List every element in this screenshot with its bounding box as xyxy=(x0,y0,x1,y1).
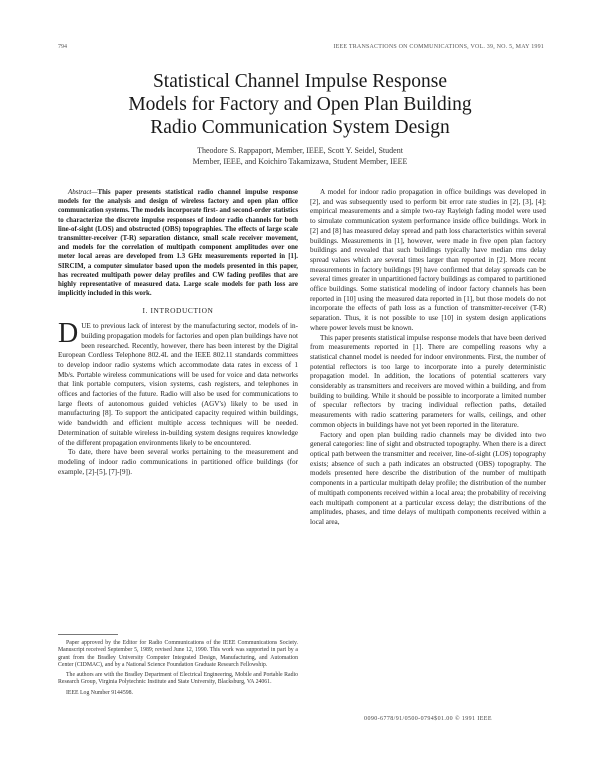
author-line: Member, IEEE, and Koichiro Takamizawa, Student Member, IEEE xyxy=(192,157,408,166)
copyright-line: 0090-6778/91/0500-0794$01.00 © 1991 IEEE xyxy=(364,716,492,722)
abstract xyxy=(58,188,298,298)
footnote-rule xyxy=(58,634,118,635)
page-number: 794 xyxy=(58,44,67,50)
paragraph: Factory and open plan building radio channels may be divided into two general categories: line of sight and obstructed topography. When there is a direct optical path between the transmitter and receiver, line-of-sight (LOS) topography exists; absence of such a path indicates an obstructed (OBS) topography. The models presented here describe the distribution of the number of multipath components in a particular multipath delay profile; the distribution of the number of multipath components received within a local area; the probability of receiving each multipath component at a particular excess delay; the distributions of the amplitudes, phases, and time delays of multipath components received within a local area, xyxy=(310,430,546,526)
drop-cap: D xyxy=(58,318,79,350)
intro-paragraph xyxy=(58,318,298,448)
paragraph: This paper presents statistical impulse response models that have been derived from measurements reported in [1]. There are compelling reasons why a statistical channel model is needed for indoor environments. First, the number of potential reflectors is too large to incorporate into a purely deterministic propagation model. In addition, the locations of potential scatterers vary considerably as transmitters and receivers are moved within a building, and from building to building. While it should be possible to incorporate a limited number of specular reflectors by tracing individual reflection paths, detailed measurements with radio scattering parameters for walls, ceilings, and other common objects in buildings have not yet been reported in the literature. xyxy=(310,333,546,429)
title-line: Statistical Channel Impulse Response xyxy=(152,71,448,92)
footnote-text: The authors are with the Bradley Department of Electrical Engineering, Mobile and Portable Radio Research Group, Virginia Polytechnic Institute and State University, Blacksburg, VA 24061. xyxy=(58,672,298,686)
paper-title xyxy=(60,70,540,139)
title-line: Models for Factory and Open Plan Building xyxy=(128,94,472,115)
right-column xyxy=(310,188,546,713)
paragraph: To date, there have been several works pertaining to the measurement and modeling of indoor radio communications in partitioned office buildings (for example, [2]-[5], [7]-[9]). xyxy=(58,448,298,476)
footnote xyxy=(58,640,298,700)
running-header xyxy=(58,44,544,54)
section-heading: I. INTRODUCTION xyxy=(142,306,214,316)
title-line: Radio Communication System Design xyxy=(150,117,450,138)
footnote-text: IEEE Log Number 9144598. xyxy=(66,689,133,696)
abstract-label: Abstract— xyxy=(68,189,98,196)
abstract-text: This paper presents statistical radio channel impulse response models for the analysis and design of wireless factory and open plan office communication systems. The models incorporate first- and second-order statistics to characterize the discrete impulse responses of indoor radio channels for both line-of-sight (LOS) and obstructed (OBS) topographies. The effects of large scale transmitter-receiver (T-R) separation distance, small scale receiver movement, and models for the correlation of multipath component amplitudes over one meter local areas are developed from 1.3 GHz measurements reported in [1]. SIRCIM, a computer simulator based upon the models presented in this paper, has recreated multipath power delay profiles and CW fading profiles that are highly representative of measured data. Large scale models for path loss are implicitly included in this work. xyxy=(58,189,298,298)
author-list xyxy=(80,145,520,167)
intro-text: UE to previous lack of interest by the manufacturing sector, models of in-building propagation models for factories and open plan buildings have not been researched. Recently, however, there has been interest by the Digital European Cordless Telephone 802.4L and the IEEE 802.11 standards committees to develop indoor radio systems which accommodate data rates in excess of 1 Mb/s. Portable wireless communications will be used for voice and data networks that link portable computers, vision systems, cash registers, and telephones in offices and factories of the future. Radio will also be used for communications to large fleets of autonomous guided vehicles (AGV's) likely to be used in manufacturing [8]. To support the anticipated capacity required within buildings, wide bandwidth and efficient multiple access techniques will be needed. Determination of suitable wireless in-building system designs requires knowledge of the different propagation environments likely to be encountered. xyxy=(58,322,298,447)
footnote-text: Paper approved by the Editor for Radio Communications of the IEEE Communications Society. Manuscript received September 5, 1989; revised June 12, 1990. This work was supported in part by a grant from the Bradley University Computer Integrated Design, Manufacturing, and Automation Center (CIDMAC), and by a National Science Foundation Graduate Research Fellowship. xyxy=(58,640,298,668)
author-line: Theodore S. Rappaport, Member, IEEE, Scott Y. Seidel, Student xyxy=(197,146,403,155)
paragraph: A model for indoor radio propagation in office buildings was developed in [2], and was subsequently used to perform bit error rate studies in [2], [3], [4]; empirical measurements and a simple two-ray Rayleigh fading model were used to simulate communication system performance inside office buildings. Work in [2] and [8] has measured delay spread and path loss characteristics within several buildings. Measurements in [1], however, were made in five open plan factory buildings and revealed that such buildings typically have median rms delay spread values which are several times larger than reported in [2]. More recent measurements in factory buildings [9] have confirmed that delay spreads can be several times greater in unpartitioned factory buildings as compared to partitioned office buildings. Some statistical modeling of indoor factory channels has been reported in [10] using the measured data reported in [1], but those models do not incorporate the effects of path loss as a function of transmitter-receiver (T-R) separation. Thus, it is not possible to use [10] in system design applications where power levels must be known. xyxy=(310,188,546,332)
journal-header: IEEE TRANSACTIONS ON COMMUNICATIONS, VOL. 39, NO. 5, MAY 1991 xyxy=(333,44,544,50)
left-column xyxy=(58,188,298,477)
